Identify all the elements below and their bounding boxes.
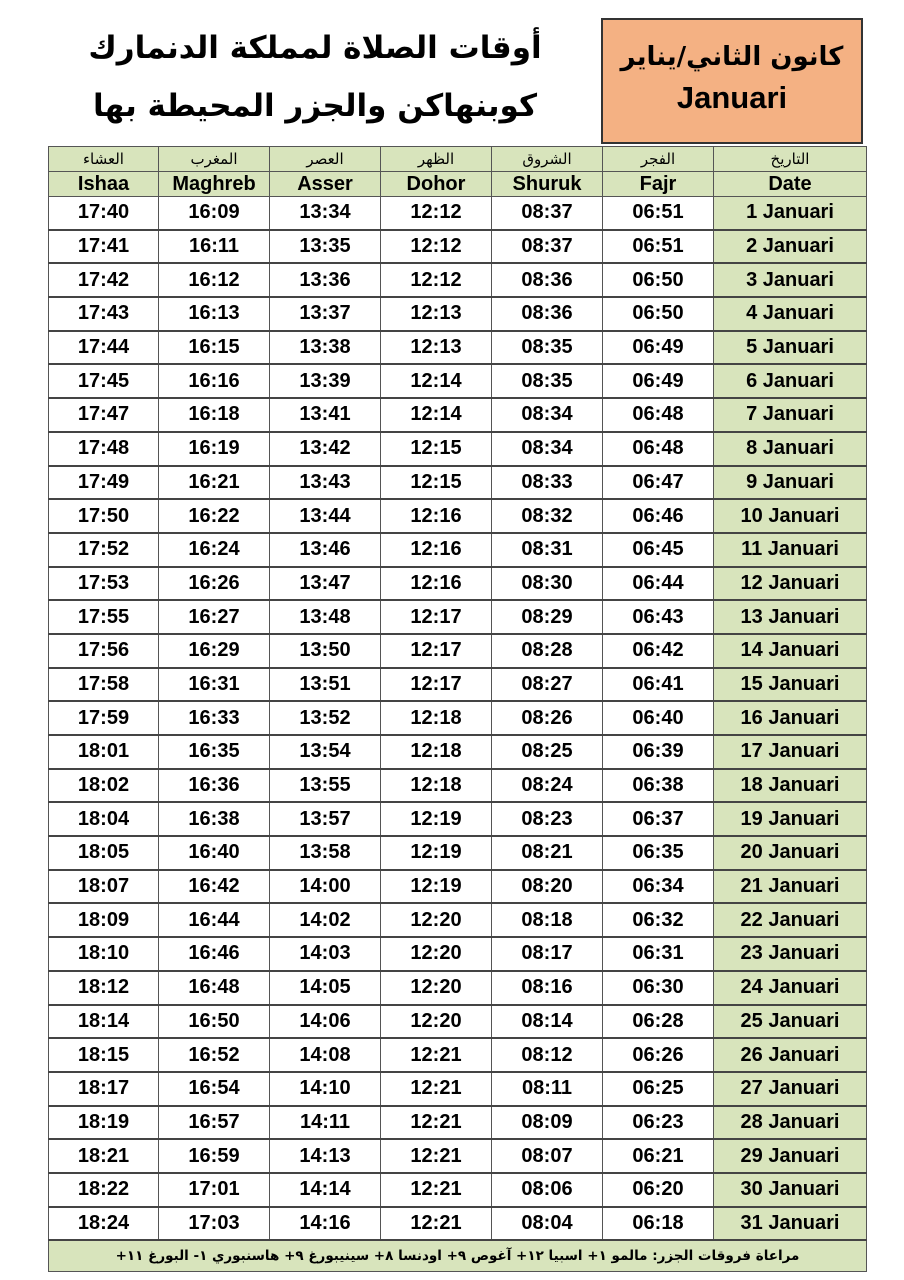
- table-row: [49, 499, 867, 533]
- cell-dohor: 12:21: [381, 1038, 492, 1072]
- cell-shuruk: 08:37: [492, 197, 603, 230]
- col-header-date: Date: [714, 172, 867, 197]
- cell-shuruk: 08:32: [492, 499, 603, 533]
- table-row: [49, 1139, 867, 1173]
- cell-dohor: 12:20: [381, 937, 492, 971]
- table-row: [49, 600, 867, 634]
- cell-fajr: 06:43: [603, 600, 714, 634]
- cell-asser: 14:06: [270, 1005, 381, 1039]
- cell-asser: 14:16: [270, 1207, 381, 1241]
- cell-dohor: 12:20: [381, 903, 492, 937]
- table-row: [49, 398, 867, 432]
- cell-ishaa: 18:22: [49, 1173, 159, 1207]
- cell-maghreb: 16:36: [159, 769, 270, 803]
- table-row: [49, 1005, 867, 1039]
- table-row: [49, 1038, 867, 1072]
- cell-dohor: 12:20: [381, 971, 492, 1005]
- cell-asser: 14:10: [270, 1072, 381, 1106]
- cell-date: 29 Januari: [714, 1139, 867, 1173]
- cell-dohor: 12:20: [381, 1005, 492, 1039]
- cell-date: 26 Januari: [714, 1038, 867, 1072]
- cell-shuruk: 08:17: [492, 937, 603, 971]
- table-row: [49, 364, 867, 398]
- cell-dohor: 12:17: [381, 634, 492, 668]
- cell-shuruk: 08:26: [492, 701, 603, 735]
- cell-dohor: 12:17: [381, 668, 492, 702]
- cell-ishaa: 18:10: [49, 937, 159, 971]
- cell-shuruk: 08:36: [492, 297, 603, 331]
- cell-asser: 14:13: [270, 1139, 381, 1173]
- month-latin: Januari: [676, 80, 788, 115]
- cell-shuruk: 08:14: [492, 1005, 603, 1039]
- col-header-fajr-ar: الفجر: [603, 147, 714, 172]
- cell-maghreb: 16:19: [159, 432, 270, 466]
- cell-shuruk: 08:16: [492, 971, 603, 1005]
- cell-fajr: 06:50: [603, 263, 714, 297]
- table-row: [49, 634, 867, 668]
- cell-shuruk: 08:06: [492, 1173, 603, 1207]
- month-arabic: كانون الثاني/يناير: [620, 42, 844, 72]
- cell-maghreb: 16:46: [159, 937, 270, 971]
- cell-shuruk: 08:21: [492, 836, 603, 870]
- cell-date: 31 Januari: [714, 1207, 867, 1241]
- cell-ishaa: 17:45: [49, 364, 159, 398]
- cell-fajr: 06:37: [603, 802, 714, 836]
- cell-dohor: 12:18: [381, 769, 492, 803]
- cell-date: 25 Januari: [714, 1005, 867, 1039]
- cell-maghreb: 16:22: [159, 499, 270, 533]
- cell-date: 6 Januari: [714, 364, 867, 398]
- cell-shuruk: 08:37: [492, 230, 603, 264]
- table-row: [49, 432, 867, 466]
- cell-date: 14 Januari: [714, 634, 867, 668]
- cell-dohor: 12:18: [381, 735, 492, 769]
- title-line-2: كوبنهاكن والجزر المحيطة بها: [93, 88, 537, 124]
- cell-asser: 13:50: [270, 634, 381, 668]
- cell-fajr: 06:23: [603, 1106, 714, 1140]
- cell-maghreb: 16:09: [159, 197, 270, 230]
- cell-shuruk: 08:35: [492, 331, 603, 365]
- cell-date: 9 Januari: [714, 466, 867, 500]
- cell-maghreb: 16:12: [159, 263, 270, 297]
- cell-dohor: 12:19: [381, 802, 492, 836]
- cell-ishaa: 18:19: [49, 1106, 159, 1140]
- col-header-maghreb-ar: المغرب: [159, 147, 270, 172]
- cell-dohor: 12:19: [381, 870, 492, 904]
- cell-date: 7 Januari: [714, 398, 867, 432]
- cell-asser: 13:42: [270, 432, 381, 466]
- cell-asser: 13:35: [270, 230, 381, 264]
- cell-ishaa: 17:49: [49, 466, 159, 500]
- table-row: [49, 870, 867, 904]
- cell-dohor: 12:21: [381, 1072, 492, 1106]
- cell-dohor: 12:15: [381, 466, 492, 500]
- cell-maghreb: 16:26: [159, 567, 270, 601]
- cell-fajr: 06:46: [603, 499, 714, 533]
- cell-date: 3 Januari: [714, 263, 867, 297]
- cell-fajr: 06:48: [603, 398, 714, 432]
- cell-shuruk: 08:23: [492, 802, 603, 836]
- cell-maghreb: 16:50: [159, 1005, 270, 1039]
- cell-date: 5 Januari: [714, 331, 867, 365]
- cell-fajr: 06:31: [603, 937, 714, 971]
- cell-dohor: 12:12: [381, 197, 492, 230]
- cell-asser: 13:58: [270, 836, 381, 870]
- cell-date: 2 Januari: [714, 230, 867, 264]
- cell-fajr: 06:30: [603, 971, 714, 1005]
- cell-dohor: 12:16: [381, 499, 492, 533]
- cell-maghreb: 16:52: [159, 1038, 270, 1072]
- cell-fajr: 06:51: [603, 230, 714, 264]
- cell-ishaa: 17:48: [49, 432, 159, 466]
- cell-maghreb: 16:48: [159, 971, 270, 1005]
- cell-ishaa: 18:05: [49, 836, 159, 870]
- cell-date: 15 Januari: [714, 668, 867, 702]
- cell-asser: 13:46: [270, 533, 381, 567]
- cell-date: 1 Januari: [714, 197, 867, 230]
- cell-asser: 13:52: [270, 701, 381, 735]
- cell-fajr: 06:38: [603, 769, 714, 803]
- table-row: [49, 903, 867, 937]
- month-box: [601, 18, 863, 144]
- cell-fajr: 06:25: [603, 1072, 714, 1106]
- cell-dohor: 12:13: [381, 331, 492, 365]
- cell-ishaa: 17:55: [49, 600, 159, 634]
- cell-dohor: 12:21: [381, 1139, 492, 1173]
- cell-asser: 13:54: [270, 735, 381, 769]
- cell-shuruk: 08:12: [492, 1038, 603, 1072]
- cell-ishaa: 17:47: [49, 398, 159, 432]
- cell-ishaa: 17:52: [49, 533, 159, 567]
- col-header-maghreb: Maghreb: [159, 172, 270, 197]
- cell-dohor: 12:16: [381, 567, 492, 601]
- col-header-asser-ar: العصر: [270, 147, 381, 172]
- cell-ishaa: 17:50: [49, 499, 159, 533]
- cell-ishaa: 18:12: [49, 971, 159, 1005]
- cell-fajr: 06:40: [603, 701, 714, 735]
- cell-date: 11 Januari: [714, 533, 867, 567]
- cell-maghreb: 16:31: [159, 668, 270, 702]
- cell-fajr: 06:28: [603, 1005, 714, 1039]
- cell-date: 17 Januari: [714, 735, 867, 769]
- cell-maghreb: 16:16: [159, 364, 270, 398]
- cell-shuruk: 08:35: [492, 364, 603, 398]
- table-row: [49, 802, 867, 836]
- cell-shuruk: 08:20: [492, 870, 603, 904]
- cell-shuruk: 08:29: [492, 600, 603, 634]
- table-row: [49, 533, 867, 567]
- table-row: [49, 701, 867, 735]
- cell-shuruk: 08:27: [492, 668, 603, 702]
- cell-date: 24 Januari: [714, 971, 867, 1005]
- cell-ishaa: 17:44: [49, 331, 159, 365]
- cell-date: 12 Januari: [714, 567, 867, 601]
- cell-asser: 13:38: [270, 331, 381, 365]
- cell-fajr: 06:44: [603, 567, 714, 601]
- cell-fajr: 06:45: [603, 533, 714, 567]
- cell-asser: 13:41: [270, 398, 381, 432]
- table-row: [49, 197, 867, 230]
- cell-shuruk: 08:34: [492, 398, 603, 432]
- table-row: [49, 668, 867, 702]
- cell-dohor: 12:13: [381, 297, 492, 331]
- table-row: [49, 263, 867, 297]
- cell-dohor: 12:18: [381, 701, 492, 735]
- cell-ishaa: 17:41: [49, 230, 159, 264]
- footer-row: [49, 1240, 867, 1272]
- cell-date: 23 Januari: [714, 937, 867, 971]
- cell-asser: 14:11: [270, 1106, 381, 1140]
- cell-maghreb: 16:38: [159, 802, 270, 836]
- cell-fajr: 06:49: [603, 364, 714, 398]
- cell-maghreb: 16:59: [159, 1139, 270, 1173]
- cell-shuruk: 08:24: [492, 769, 603, 803]
- cell-date: 10 Januari: [714, 499, 867, 533]
- table-row: [49, 297, 867, 331]
- table-row: [49, 1106, 867, 1140]
- cell-ishaa: 18:01: [49, 735, 159, 769]
- col-header-shuruk: Shuruk: [492, 172, 603, 197]
- header-row-arabic: [49, 147, 867, 172]
- cell-dohor: 12:21: [381, 1173, 492, 1207]
- cell-shuruk: 08:18: [492, 903, 603, 937]
- table-row: [49, 769, 867, 803]
- table-row: [49, 1173, 867, 1207]
- cell-asser: 14:00: [270, 870, 381, 904]
- cell-maghreb: 17:01: [159, 1173, 270, 1207]
- cell-date: 20 Januari: [714, 836, 867, 870]
- cell-fajr: 06:39: [603, 735, 714, 769]
- cell-maghreb: 16:27: [159, 600, 270, 634]
- cell-dohor: 12:21: [381, 1106, 492, 1140]
- cell-fajr: 06:48: [603, 432, 714, 466]
- cell-asser: 14:14: [270, 1173, 381, 1207]
- cell-asser: 13:34: [270, 197, 381, 230]
- table-row: [49, 466, 867, 500]
- cell-fajr: 06:21: [603, 1139, 714, 1173]
- cell-ishaa: 18:21: [49, 1139, 159, 1173]
- cell-ishaa: 18:04: [49, 802, 159, 836]
- table-row: [49, 971, 867, 1005]
- cell-dohor: 12:12: [381, 230, 492, 264]
- cell-ishaa: 18:07: [49, 870, 159, 904]
- cell-shuruk: 08:30: [492, 567, 603, 601]
- cell-date: 21 Januari: [714, 870, 867, 904]
- cell-maghreb: 16:29: [159, 634, 270, 668]
- cell-asser: 13:57: [270, 802, 381, 836]
- cell-fajr: 06:51: [603, 197, 714, 230]
- cell-maghreb: 16:35: [159, 735, 270, 769]
- cell-fajr: 06:42: [603, 634, 714, 668]
- cell-ishaa: 18:02: [49, 769, 159, 803]
- cell-ishaa: 18:09: [49, 903, 159, 937]
- cell-maghreb: 16:54: [159, 1072, 270, 1106]
- cell-ishaa: 18:24: [49, 1207, 159, 1241]
- cell-asser: 13:44: [270, 499, 381, 533]
- cell-maghreb: 16:15: [159, 331, 270, 365]
- cell-date: 18 Januari: [714, 769, 867, 803]
- cell-asser: 13:47: [270, 567, 381, 601]
- cell-date: 22 Januari: [714, 903, 867, 937]
- cell-dohor: 12:17: [381, 600, 492, 634]
- page-title: [50, 22, 580, 142]
- cell-date: 8 Januari: [714, 432, 867, 466]
- cell-asser: 13:48: [270, 600, 381, 634]
- table-row: [49, 567, 867, 601]
- col-header-dohor-ar: الظهر: [381, 147, 492, 172]
- cell-asser: 14:05: [270, 971, 381, 1005]
- table-row: [49, 836, 867, 870]
- cell-fajr: 06:41: [603, 668, 714, 702]
- cell-ishaa: 17:56: [49, 634, 159, 668]
- cell-fajr: 06:20: [603, 1173, 714, 1207]
- cell-date: 4 Januari: [714, 297, 867, 331]
- cell-date: 27 Januari: [714, 1072, 867, 1106]
- table-row: [49, 937, 867, 971]
- table-body: [49, 197, 867, 1241]
- col-header-ishaa-ar: العشاء: [49, 147, 159, 172]
- cell-ishaa: 17:58: [49, 668, 159, 702]
- cell-ishaa: 18:14: [49, 1005, 159, 1039]
- cell-maghreb: 16:44: [159, 903, 270, 937]
- cell-dohor: 12:14: [381, 364, 492, 398]
- table-row: [49, 230, 867, 264]
- cell-fajr: 06:32: [603, 903, 714, 937]
- cell-asser: 14:02: [270, 903, 381, 937]
- cell-ishaa: 17:59: [49, 701, 159, 735]
- table-row: [49, 1072, 867, 1106]
- cell-asser: 13:51: [270, 668, 381, 702]
- cell-ishaa: 18:17: [49, 1072, 159, 1106]
- cell-maghreb: 16:21: [159, 466, 270, 500]
- cell-shuruk: 08:04: [492, 1207, 603, 1241]
- cell-date: 28 Januari: [714, 1106, 867, 1140]
- cell-dohor: 12:21: [381, 1207, 492, 1241]
- col-header-asser: Asser: [270, 172, 381, 197]
- cell-dohor: 12:15: [381, 432, 492, 466]
- cell-shuruk: 08:07: [492, 1139, 603, 1173]
- cell-fajr: 06:18: [603, 1207, 714, 1241]
- header-row-latin: [49, 172, 867, 197]
- table-row: [49, 331, 867, 365]
- cell-fajr: 06:50: [603, 297, 714, 331]
- col-header-shuruk-ar: الشروق: [492, 147, 603, 172]
- cell-maghreb: 16:33: [159, 701, 270, 735]
- cell-shuruk: 08:09: [492, 1106, 603, 1140]
- title-line-1: أوقات الصلاة لمملكة الدنمارك: [88, 30, 542, 66]
- cell-ishaa: 17:53: [49, 567, 159, 601]
- island-offsets-note: مراعاة فروقات الجزر: مالمو ١+ اسبيا ١٢+ آغوص ٩+ اودنسا ٨+ سينيبورغ ٩+ هاسنبوري ١- البورغ ١١+: [49, 1240, 867, 1272]
- table-row: [49, 735, 867, 769]
- cell-asser: 13:37: [270, 297, 381, 331]
- cell-maghreb: 16:24: [159, 533, 270, 567]
- cell-dohor: 12:12: [381, 263, 492, 297]
- cell-asser: 13:39: [270, 364, 381, 398]
- cell-dohor: 12:19: [381, 836, 492, 870]
- col-header-date-ar: التاريخ: [714, 147, 867, 172]
- cell-maghreb: 16:18: [159, 398, 270, 432]
- cell-shuruk: 08:33: [492, 466, 603, 500]
- cell-ishaa: 17:43: [49, 297, 159, 331]
- cell-fajr: 06:49: [603, 331, 714, 365]
- cell-shuruk: 08:36: [492, 263, 603, 297]
- cell-maghreb: 16:11: [159, 230, 270, 264]
- cell-date: 30 Januari: [714, 1173, 867, 1207]
- cell-ishaa: 17:42: [49, 263, 159, 297]
- cell-maghreb: 16:40: [159, 836, 270, 870]
- cell-fajr: 06:26: [603, 1038, 714, 1072]
- cell-shuruk: 08:31: [492, 533, 603, 567]
- cell-maghreb: 16:42: [159, 870, 270, 904]
- col-header-dohor: Dohor: [381, 172, 492, 197]
- cell-ishaa: 17:40: [49, 197, 159, 230]
- cell-fajr: 06:47: [603, 466, 714, 500]
- cell-maghreb: 16:13: [159, 297, 270, 331]
- cell-shuruk: 08:34: [492, 432, 603, 466]
- cell-ishaa: 18:15: [49, 1038, 159, 1072]
- cell-maghreb: 16:57: [159, 1106, 270, 1140]
- cell-shuruk: 08:11: [492, 1072, 603, 1106]
- cell-shuruk: 08:25: [492, 735, 603, 769]
- cell-date: 19 Januari: [714, 802, 867, 836]
- table-row: [49, 1207, 867, 1241]
- col-header-fajr: Fajr: [603, 172, 714, 197]
- cell-asser: 13:36: [270, 263, 381, 297]
- cell-date: 16 Januari: [714, 701, 867, 735]
- cell-asser: 13:43: [270, 466, 381, 500]
- cell-shuruk: 08:28: [492, 634, 603, 668]
- cell-dohor: 12:16: [381, 533, 492, 567]
- prayer-times-table: [48, 146, 867, 1272]
- cell-maghreb: 17:03: [159, 1207, 270, 1241]
- cell-fajr: 06:35: [603, 836, 714, 870]
- cell-asser: 14:08: [270, 1038, 381, 1072]
- cell-dohor: 12:14: [381, 398, 492, 432]
- cell-fajr: 06:34: [603, 870, 714, 904]
- cell-date: 13 Januari: [714, 600, 867, 634]
- col-header-ishaa: Ishaa: [49, 172, 159, 197]
- cell-asser: 14:03: [270, 937, 381, 971]
- cell-asser: 13:55: [270, 769, 381, 803]
